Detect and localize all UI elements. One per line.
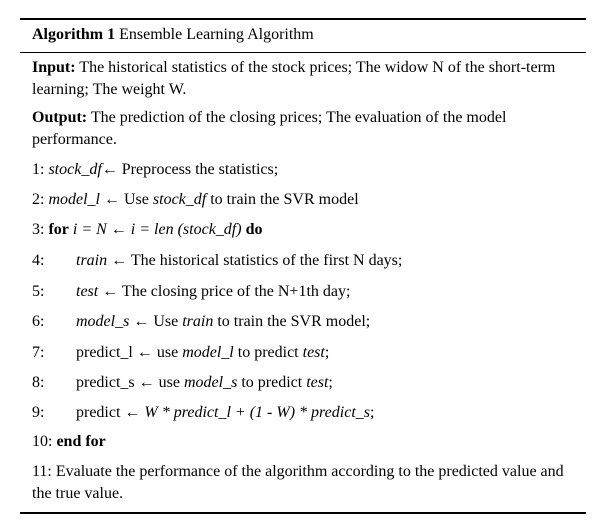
step-number: 7:: [32, 344, 45, 361]
algorithm-caption: [32, 24, 577, 46]
step-body: [76, 372, 333, 394]
step-variable: train: [76, 252, 108, 269]
step-tail: ;: [328, 374, 333, 391]
step-number: 9:: [32, 404, 45, 421]
step-2: [32, 189, 577, 211]
step-variable: test: [76, 283, 99, 300]
step-variable: model_s: [76, 313, 130, 330]
algorithm-label: Algorithm 1: [32, 26, 116, 43]
step-variable: stock_df: [48, 161, 102, 178]
step-expression: ← W * predict_l + (1 - W) * predict_s: [124, 404, 370, 421]
step-variable: train: [182, 313, 214, 330]
step-body: [76, 402, 374, 424]
step-1: [32, 159, 577, 181]
step-text: ← use: [136, 344, 179, 361]
keyword-end-for: end for: [56, 433, 106, 450]
step-variable: model_l: [48, 191, 100, 208]
step-number: 4:: [32, 252, 45, 269]
step-number: 10:: [32, 433, 53, 450]
step-variable: test: [302, 344, 325, 361]
step-number: 1:: [32, 161, 45, 178]
step-text: ← The historical statistics of the first N days;: [111, 252, 403, 269]
input-text: The historical statistics of the stock prices; The widow N of the short-term learning; The weight W.: [32, 59, 556, 98]
step-variable: stock_df: [152, 191, 207, 208]
step-number: 11:: [32, 463, 52, 480]
step-text: ← The closing price of the N+1th day;: [102, 283, 351, 300]
input-line: [32, 57, 577, 101]
step-name: predict_s: [76, 374, 135, 391]
step-3: [32, 219, 577, 241]
step-number: 2:: [32, 191, 45, 208]
step-text: to predict: [241, 374, 303, 391]
step-name: predict_l: [76, 344, 133, 361]
keyword-for: for: [48, 221, 69, 238]
output-label: Output:: [32, 109, 88, 126]
keyword-do: do: [245, 221, 263, 238]
step-text: ← Preprocess the statistics;: [101, 161, 279, 178]
caption-rule: [20, 52, 586, 53]
step-number: 8:: [32, 374, 45, 391]
loop-expression: i = N ← i = len (stock_df): [72, 221, 242, 238]
step-variable: test: [306, 374, 329, 391]
step-body: [76, 311, 370, 333]
step-body: [76, 342, 329, 364]
input-label: Input:: [32, 59, 76, 76]
step-text: Evaluate the performance of the algorithm according to the predicted value and the true value.: [32, 463, 564, 502]
step-tail: ;: [369, 404, 375, 421]
step-text: to train the SVR model: [210, 191, 359, 208]
algorithm-title: Ensemble Learning Algorithm: [119, 26, 314, 43]
step-variable: model_s: [183, 374, 238, 391]
top-rule: [20, 18, 586, 20]
step-10: [32, 431, 577, 453]
step-number: 6:: [32, 313, 45, 330]
step-text: ← use: [138, 374, 180, 391]
step-11: [32, 461, 577, 505]
step-text: ← Use: [104, 191, 149, 208]
step-text: to predict: [237, 344, 299, 361]
output-line: [32, 107, 577, 151]
step-body: [76, 250, 402, 272]
step-text: to train the SVR model;: [217, 313, 371, 330]
step-number: 3:: [32, 221, 45, 238]
step-tail: ;: [324, 344, 330, 361]
step-variable: model_l: [182, 344, 234, 361]
output-text: The prediction of the closing prices; The evaluation of the model performance.: [32, 109, 507, 148]
step-number: 5:: [32, 283, 45, 300]
step-body: [76, 281, 350, 303]
bottom-rule: [20, 512, 586, 514]
step-name: predict: [76, 404, 121, 421]
step-text: ← Use: [133, 313, 179, 330]
